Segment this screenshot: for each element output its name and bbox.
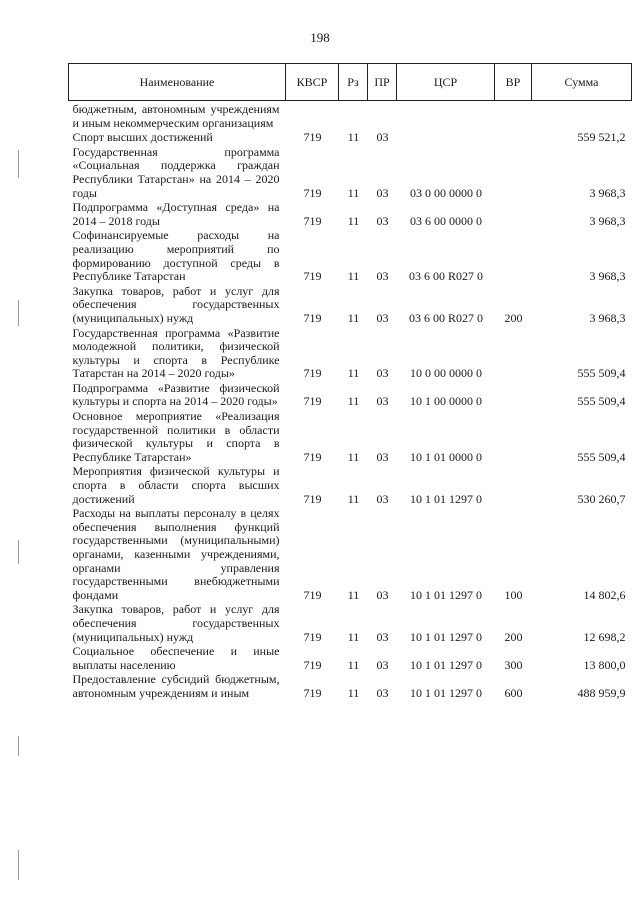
- header-rz: Рз: [339, 64, 368, 101]
- cell-rz: 11: [347, 657, 360, 672]
- cell-vr: [495, 229, 532, 284]
- cell-name: Подпрограмма «Развитие физической культуры и спорта на 2014 – 2020 годы»: [72, 380, 280, 409]
- cell-name: Закупка товаров, работ и услуг для обеспечения государственных (муниципальных) нужд: [72, 283, 280, 325]
- cell-kvsr: 719: [303, 685, 322, 700]
- header-csr: ЦСР: [397, 64, 495, 101]
- cell-pr: 03: [376, 685, 389, 700]
- cell-sum: 3 968,3: [589, 185, 626, 200]
- cell-pr: 03: [376, 491, 389, 506]
- cell-vr: [495, 101, 532, 132]
- cell-pr: 03: [376, 185, 389, 200]
- cell-csr: 03 6 00 R027 0: [408, 310, 483, 325]
- cell-pr: 03: [376, 587, 389, 602]
- margin-mark: [18, 850, 19, 880]
- cell-kvsr: 719: [303, 185, 322, 200]
- cell-pr: 03: [376, 310, 389, 325]
- cell-pr: 03: [376, 269, 389, 284]
- cell-name: Подпрограмма «Доступная среда» на 2014 – 2018 годы: [72, 200, 280, 228]
- cell-sum: 559 521,2: [577, 130, 626, 145]
- cell-pr: 03: [376, 130, 389, 145]
- cell-vr: [495, 131, 532, 146]
- cell-pr: 03: [376, 394, 389, 409]
- header-pr: ПР: [368, 64, 397, 101]
- cell-csr: 10 1 01 0000 0: [410, 449, 482, 464]
- cell-kvsr: 719: [303, 130, 322, 145]
- cell-kvsr: 719: [303, 213, 322, 228]
- cell-kvsr: 719: [303, 657, 322, 672]
- header-sum: Сумма: [532, 64, 632, 101]
- cell-sum: 3 968,3: [589, 310, 626, 325]
- cell-vr: [495, 201, 532, 229]
- cell-name: Государственная программа «Социальная поддержка граждан Республики Татарстан» на 2014 – 2020 годы: [72, 144, 280, 200]
- header-vr: ВР: [495, 64, 532, 101]
- cell-vr: 600: [504, 685, 523, 700]
- cell-vr: [495, 410, 532, 465]
- page-number: 198: [310, 30, 330, 45]
- cell-name: Предоставление субсидий бюджетным, автономным учреждениям и иным: [72, 672, 280, 700]
- table-row: [69, 229, 632, 284]
- cell-vr: 300: [504, 657, 523, 672]
- cell-csr: 03 6 00 R027 0: [408, 269, 483, 284]
- cell-vr: 100: [504, 587, 523, 602]
- cell-sum: 12 698,2: [583, 629, 626, 644]
- cell-kvsr: 719: [303, 394, 322, 409]
- cell-rz: 11: [347, 449, 360, 464]
- cell-csr: 03 6 00 0000 0: [410, 213, 482, 228]
- cell-csr: 10 0 00 0000 0: [410, 366, 482, 381]
- cell-vr: [495, 465, 532, 507]
- table-row: [69, 285, 632, 327]
- cell-name: Софинансируемые расходы на реализацию мероприятий по формированию доступной среды в Республике Татарстан: [72, 228, 280, 284]
- cell-sum: 3 968,3: [589, 213, 626, 228]
- cell-rz: 11: [347, 130, 360, 145]
- table-header-row: [69, 64, 632, 101]
- table-row: [69, 645, 632, 673]
- cell-name: Основное мероприятие «Реализация государственной политики в области физической культуры и спорта в Республике Татарстан»: [72, 409, 280, 464]
- cell-pr: 03: [376, 366, 389, 381]
- cell-sum: 530 260,7: [577, 491, 626, 506]
- table-row: [69, 673, 632, 701]
- table-row: [69, 201, 632, 229]
- cell-rz: [339, 101, 368, 132]
- table-row: [69, 465, 632, 507]
- cell-name: Спорт высших достижений: [72, 130, 213, 145]
- table-row: [69, 131, 632, 146]
- cell-name: Расходы на выплаты персоналу в целях обеспечения выполнения функций государственными (муниципальными) органами, казенными учреждениями, органами управления государственными внебюджетными фондами: [72, 506, 280, 602]
- cell-rz: 11: [347, 491, 360, 506]
- cell-name: Мероприятия физической культуры и спорта в области спорта высших достижений: [72, 464, 280, 506]
- cell-sum: [532, 101, 632, 132]
- cell-sum: 555 509,4: [577, 449, 626, 464]
- cell-pr: 03: [376, 657, 389, 672]
- cell-sum: 555 509,4: [577, 394, 626, 409]
- table-row: [69, 327, 632, 382]
- cell-rz: 11: [347, 185, 360, 200]
- cell-pr: 03: [376, 213, 389, 228]
- margin-mark: [18, 736, 19, 756]
- cell-name: Государственная программа «Развитие молодежной политики, физической культуры и спорта в Республике Татарстан на 2014 – 2020 годы»: [72, 325, 280, 381]
- cell-kvsr: 719: [303, 491, 322, 506]
- table-row: [69, 101, 632, 132]
- cell-vr: 200: [504, 310, 523, 325]
- cell-kvsr: 719: [303, 366, 322, 381]
- cell-sum: 13 800,0: [583, 657, 626, 672]
- table-row: [69, 603, 632, 645]
- cell-kvsr: 719: [303, 449, 322, 464]
- cell-sum: 488 959,9: [577, 685, 626, 700]
- cell-pr: 03: [376, 629, 389, 644]
- cell-csr: 10 1 00 0000 0: [410, 394, 482, 409]
- cell-kvsr: [286, 101, 339, 132]
- cell-rz: 11: [347, 587, 360, 602]
- cell-rz: 11: [347, 366, 360, 381]
- table-row: [69, 146, 632, 201]
- margin-mark: [18, 300, 19, 326]
- cell-kvsr: 719: [303, 629, 322, 644]
- cell-kvsr: 719: [303, 310, 322, 325]
- cell-pr: 03: [376, 449, 389, 464]
- cell-name: бюджетным, автономным учреждениям и иным некоммерческим организациям: [72, 102, 280, 130]
- cell-csr: [397, 101, 495, 132]
- cell-rz: 11: [347, 269, 360, 284]
- cell-csr: 10 1 01 1297 0: [410, 685, 482, 700]
- cell-vr: [495, 146, 532, 201]
- table-row: [69, 507, 632, 603]
- cell-csr: 10 1 01 1297 0: [410, 657, 482, 672]
- cell-rz: 11: [347, 685, 360, 700]
- cell-sum: 3 968,3: [589, 269, 626, 284]
- budget-table: [68, 63, 632, 702]
- cell-pr: [368, 101, 397, 132]
- cell-rz: 11: [347, 213, 360, 228]
- cell-vr: [495, 327, 532, 382]
- header-name: Наименование: [69, 64, 286, 101]
- cell-name: Социальное обеспечение и иные выплаты населению: [72, 644, 280, 672]
- cell-kvsr: 719: [303, 269, 322, 284]
- cell-sum: 555 509,4: [577, 366, 626, 381]
- cell-name: Закупка товаров, работ и услуг для обеспечения государственных (муниципальных) нужд: [72, 602, 280, 644]
- cell-kvsr: 719: [303, 587, 322, 602]
- table-row: [69, 410, 632, 465]
- cell-csr: 10 1 01 1297 0: [410, 491, 482, 506]
- cell-rz: 11: [347, 629, 360, 644]
- cell-rz: 11: [347, 310, 360, 325]
- cell-csr: 03 0 00 0000 0: [410, 185, 482, 200]
- cell-csr: 10 1 01 1297 0: [410, 587, 482, 602]
- cell-csr: 10 1 01 1297 0: [410, 629, 482, 644]
- cell-vr: [495, 382, 532, 410]
- table-row: [69, 382, 632, 410]
- cell-vr: 200: [504, 629, 523, 644]
- header-kvsr: КВСР: [286, 64, 339, 101]
- cell-sum: 14 802,6: [583, 587, 626, 602]
- margin-mark: [18, 150, 19, 178]
- cell-csr: [397, 131, 495, 146]
- margin-mark: [18, 540, 19, 564]
- cell-rz: 11: [347, 394, 360, 409]
